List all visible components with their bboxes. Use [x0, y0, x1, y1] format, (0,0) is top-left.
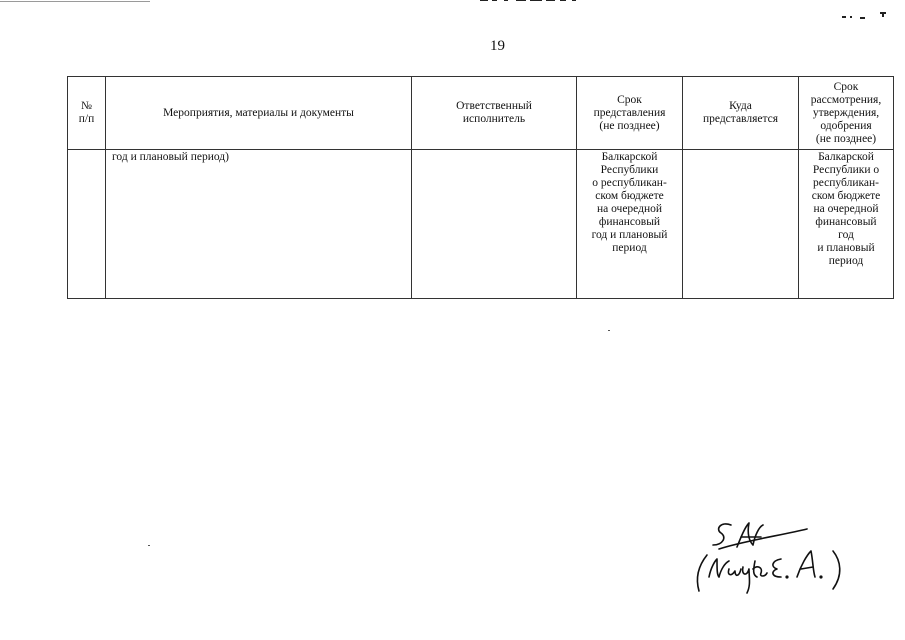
scan-speck	[148, 545, 150, 546]
header-number-text: № п/п	[78, 100, 95, 125]
header-activities-text: Мероприятия, материалы и документы	[163, 106, 354, 119]
header-number	[68, 77, 106, 150]
cell-number	[68, 150, 106, 299]
table-header-row	[68, 77, 894, 150]
scan-edge-line	[0, 1, 150, 2]
header-where	[683, 77, 799, 150]
header-review-text: Срок рассмотрения, утверждения, одобрения (не позднее)	[810, 80, 882, 145]
scan-artifact-top	[480, 0, 590, 3]
cell-responsible	[412, 150, 577, 299]
cell-review-text: Балкарской Республики о республикан- ском бюджете на очередной финансовый год и плановый период	[811, 151, 881, 267]
header-responsible	[412, 77, 577, 150]
scan-speck	[608, 330, 610, 331]
scan-artifact-right	[840, 12, 890, 22]
cell-review	[799, 150, 894, 299]
plan-table	[67, 76, 894, 299]
cell-activities-text: год и плановый период)	[112, 151, 229, 163]
header-review	[799, 77, 894, 150]
table-row	[68, 150, 894, 299]
cell-activities	[106, 150, 412, 299]
header-deadline-text: Срок представления (не позднее)	[593, 93, 666, 132]
header-where-text: Куда представляется	[702, 100, 779, 125]
header-responsible-text: Ответственный исполнитель	[456, 100, 532, 125]
cell-where	[683, 150, 799, 299]
cell-deadline	[577, 150, 683, 299]
handwritten-signature	[683, 515, 858, 595]
page-number: 19	[490, 38, 505, 54]
cell-deadline-text: Балкарской Республики о республикан- ском бюджете на очередной финансовый год и плановый период	[591, 151, 668, 254]
header-deadline	[577, 77, 683, 150]
header-activities	[106, 77, 412, 150]
